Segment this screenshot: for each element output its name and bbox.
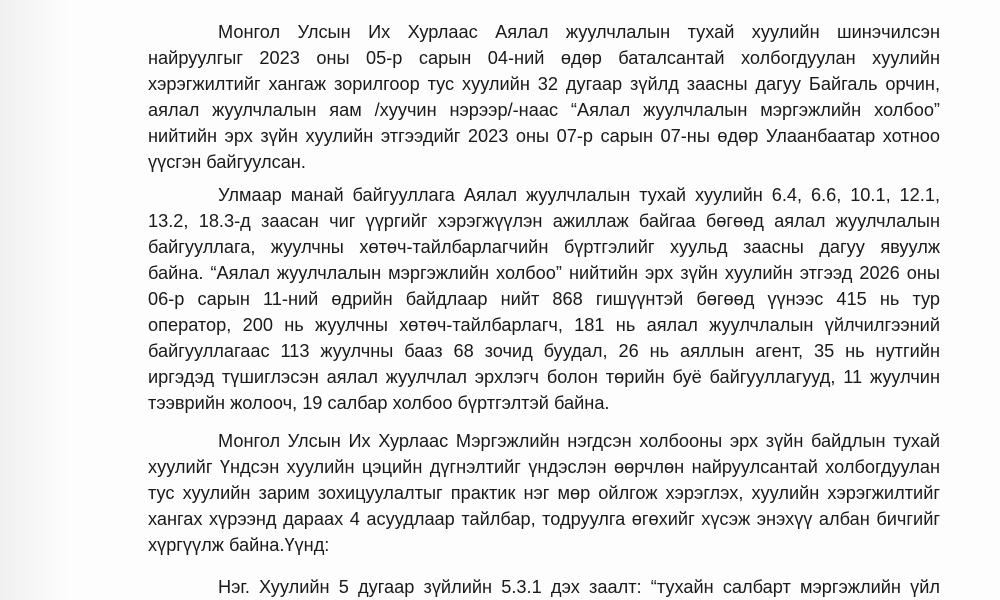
paragraph-3 [148, 428, 940, 558]
paragraph-line: аялал жуулчлалын яам /хуучин нэрээр/-наас “Аялал жуулчлалын мэргэжлийн холбоо” [148, 100, 940, 120]
paragraph-line: оператор, 200 нь жуулчны хөтөч-тайлбарлагч, 181 нь аялал жуулчлалын үйлчилгээний [148, 315, 940, 335]
paragraph-line: Нэг. Хуулийн 5 дугаар зүйлийн 5.3.1 дэх заалт: “тухайн салбарт мэргэжлийн үйл [218, 577, 940, 597]
paragraph-line: тус хуулийн зарим зохицуулалтыг практик нэг мөр ойлгож хэрэглэх, хуулийн хэрэгжилтийг [148, 483, 940, 503]
paragraph-line: байна. “Аялал жуулчлалын мэргэжлийн холбоо” нийтийн эрх зүйн хуулийн этгээд 2026 оны [148, 263, 940, 283]
paragraph-line: байгууллагаас 113 жуулчны бааз 68 зочид буудал, 26 нь аяллын агент, 35 нь нутгийн [148, 341, 940, 361]
paragraph-line: 06-р сарын 11-ний өдрийн байдлаар нийт 868 гишүүнтэй бөгөөд үүнээс 415 нь тур [148, 289, 940, 309]
paragraph-line: хуулийг Үндсэн хуулийн цэцийн дүгнэлтийг үндэслэн өөрчлөн найруулсантай холбогдуулан [148, 457, 940, 477]
paragraph-line: үүсгэн байгуулсан. [148, 152, 306, 172]
paragraph-line: Улмаар манай байгууллага Аялал жуулчлалын тухай хуулийн 6.4, 6.6, 10.1, 12.1, [218, 185, 940, 205]
paragraph-line: нийтийн эрх зүйн хуулийн этгээдийг 2023 оны 07-р сарын 07-ны өдөр Улаанбаатар хотноо [148, 126, 940, 146]
paragraph-line: 13.2, 18.3-д заасан чиг үүргийг хэрэгжүүлэн ажиллаж байгаа бөгөөд аялал жуулчлалын [148, 211, 940, 231]
paragraph-line: хангах хүрээнд дараах 4 асуудлаар тайлбар, тодруулга өгөхийг хүсэж энэхүү албан бичгийг [148, 509, 940, 529]
paragraph-line: хүргүүлж байна.Үүнд: [148, 535, 330, 555]
paragraph-line: хэрэгжилтийг хангаж зорилгоор тус хуулийн 32 дугаар зүйлд заасны дагуу Байгаль орчин, [148, 74, 940, 94]
paragraph-2 [148, 182, 940, 416]
paragraph-1 [148, 19, 940, 175]
paragraph-line: найруулгыг 2023 оны 05-р сарын 04-ний өдөр баталсантай холбогдуулан хуулийн [148, 48, 940, 68]
paragraph-4 [148, 574, 940, 600]
paragraph-line: Монгол Улсын Их Хурлаас Аялал жуулчлалын тухай хуулийн шинэчилсэн [218, 22, 940, 42]
paragraph-line: Монгол Улсын Их Хурлаас Мэргэжлийн нэгдсэн холбооны эрх зүйн байдлын тухай [218, 431, 940, 451]
paragraph-line: тээврийн жолооч, 19 салбар холбоо бүртгэлтэй байна. [148, 393, 610, 413]
paragraph-line: иргэдэд түшиглэсэн аялал жуулчлал эрхлэгч болон төрийн буё байгууллагууд, 11 жуулчин [148, 367, 940, 387]
paragraph-line: байгууллага, жуулчны хөтөч-тайлбарлагчийн бүртгэлийг хуульд заасны дагуу явуулж [148, 237, 940, 257]
